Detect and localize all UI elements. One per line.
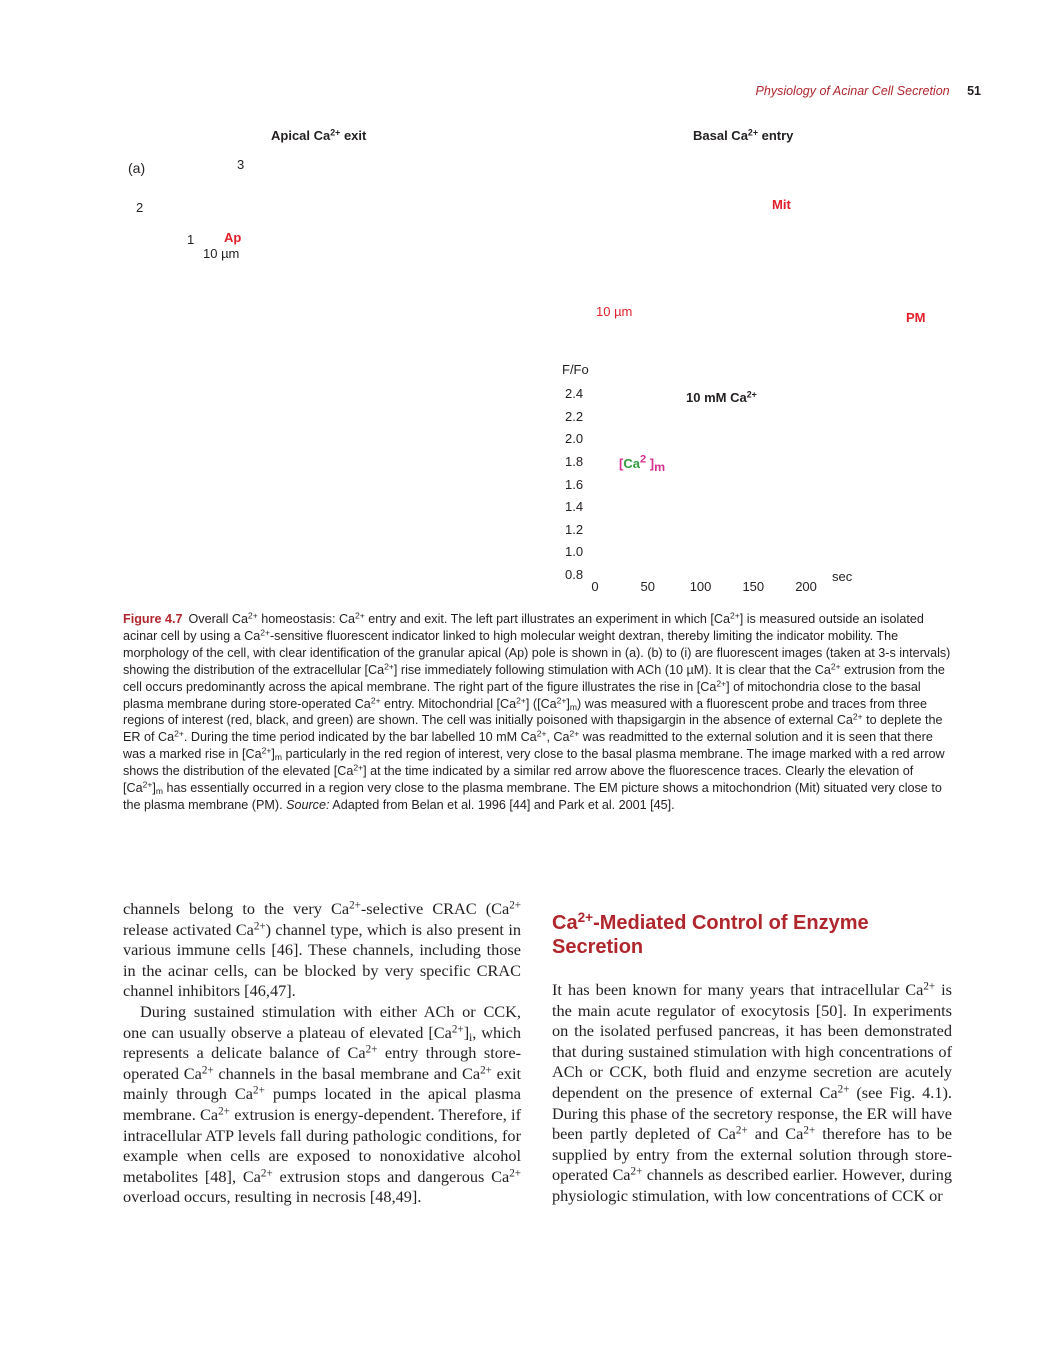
figure-number: Figure 4.7 bbox=[123, 612, 183, 626]
region-label-3: 3 bbox=[237, 157, 245, 172]
chart-y-tick: 2.4 bbox=[565, 386, 584, 401]
chart-y-tick: 1.4 bbox=[565, 499, 584, 515]
plasma-membrane-label: PM bbox=[906, 310, 926, 325]
left-paragraph-1: channels belong to the very $Ca^{2+}$-selective CRAC ($Ca^{2+}$ release activated $Ca^{2+}$) channel type, which is also present in various immune cells [46]. These channels, including those in the acinar cells, can be blocked by very specific CRAC channel inhibitors [46,47]. bbox=[123, 899, 522, 1001]
mitochondrion-label: Mit bbox=[772, 197, 791, 212]
chart-x-axis-label: sec bbox=[832, 569, 853, 584]
right-text-column bbox=[552, 980, 952, 1207]
chart-y-tick: 1.8 bbox=[565, 453, 584, 469]
section-heading: $Ca^{2+}$-Mediated Control of Enzyme Secretion bbox=[552, 910, 869, 958]
chart-y-axis-label: F/Fo bbox=[562, 362, 589, 377]
chart-y-tick: 1.6 bbox=[565, 476, 584, 492]
running-head bbox=[756, 84, 981, 98]
chart-annotation-10mm-ca: 10 mM $Ca^{2+}$ bbox=[686, 389, 757, 405]
region-label-2: 2 bbox=[136, 200, 144, 215]
chart-x-tick: 150 bbox=[742, 579, 765, 594]
caption-text: Overall $Ca^{2+}$ homeostasis: $Ca^{2+}$ entry and exit. The left part illustrates an experiment in which $[Ca^{2+}]$ is measured outside an isolated acinar cell by using a $Ca^{2+}$-sensitive fluorescent indicator linked to high molecular weight dextran, thereby limiting the indicator mobility. The morphology of the cell, with clear identification of the granular apical (Ap) pole is shown in (a). (b) to (i) are fluorescent images (taken at 3-s intervals) showing the distribution of the extracellular $[Ca^{2+}]$ rise immediately following stimulation with ACh (10 µM). It is clear that the $Ca^{2+}$ extrusion from the cell occurs predominantly across the apical membrane. The right part of the figure illustrates the rise in $[Ca^{2+}]$ of mitochondria close to the basal plasma membrane during store-operated $Ca^{2+}$ entry. Mitochondrial $[Ca^{2+}]$ $([Ca^{2+}]_m)$ was measured with a fluorescent probe and traces from three regions of interest (red, black, and green) are shown. The cell was initially poisoned with thapsigargin in the absence of external $Ca^{2+}$ to deplete the ER of $Ca^{2+}$. During the time period indicated by the bar labelled 10 mM $Ca^{2+}$, $Ca^{2+}$ was readmitted to the external solution and it is seen that there was a marked rise in $[Ca^{2+}]_m$ particularly in the red region of interest, very close to the basal plasma membrane. The image marked with a red arrow shows the distribution of the elevated $[Ca^{2+}]$ at the time indicated by a similar red arrow above the fluorescence traces. Clearly the elevation of $[Ca^{2+}]_m$ has essentially occurred in a region very close to the plasma membrane. The EM picture shows a mitochondrion (Mit) situated very close to the plasma membrane (PM). Source: Adapted from Belan et al. 1996 [44] and Park et al. 2001 [45]. bbox=[123, 610, 951, 812]
left-scale-bar-label: 10 µm bbox=[203, 246, 240, 261]
right-panel-title: Basal $Ca^{2+}$ entry bbox=[693, 127, 794, 143]
chart-x-tick: 50 bbox=[640, 579, 656, 594]
region-label-1: 1 bbox=[187, 232, 195, 247]
chart-y-tick: 2.0 bbox=[565, 431, 584, 447]
page-number: 51 bbox=[967, 84, 981, 98]
chart-x-tick: 200 bbox=[795, 579, 817, 594]
left-paragraph-2: During sustained stimulation with either ACh or CCK, one can usually observe a plateau of elevated $[Ca^{2+}]_i$, which represents a delicate balance of $Ca^{2+}$ entry through store-operated $Ca^{2+}$ channels in the basal membrane and $Ca^{2+}$ exit mainly through $Ca^{2+}$ pumps located in the apical plasma membrane. $Ca^{2+}$ extrusion is energy-dependent. Therefore, if intracellular ATP levels fall during pathologic conditions, for example when cells are exposed to nonoxidative alcohol metabolites [48], $Ca^{2+}$ extrusion stops and dangerous $Ca^{2+}$ overload occurs, resulting in necrosis [48,49]. bbox=[123, 1001, 522, 1207]
chart-y-tick: 2.2 bbox=[565, 408, 584, 424]
figure-caption bbox=[123, 611, 955, 814]
left-text-column bbox=[123, 899, 521, 1208]
running-head-title: Physiology of Acinar Cell Secretion bbox=[755, 84, 950, 98]
chart-x-tick: 100 bbox=[689, 579, 712, 594]
chart-y-tick: 1.2 bbox=[565, 521, 584, 537]
panel-letter-a: (a) bbox=[128, 160, 146, 176]
chart-x-tick: 0 bbox=[591, 579, 599, 594]
apical-pole-label: Ap bbox=[224, 230, 242, 245]
right-scale-bar-label: 10 µm bbox=[596, 304, 633, 319]
right-paragraph-1: It has been known for many years that intracellular $Ca^{2+}$ is the main acute regulator of exocytosis [50]. In experiments on the isolated perfused pancreas, it has been demonstrated that during sustained stimulation with high concentrations of ACh or CCK, both fluid and enzyme secretion are acutely dependent on the presence of external $Ca^{2+}$ (see Fig. 4.1). During this phase of the secretory response, the ER will have been partly depleted of $Ca^{2+}$ and $Ca^{2+}$ therefore has to be supplied by entry from the external solution through store-operated $Ca^{2+}$ channels as described earlier. However, during physiologic stimulation, with low concentrations of CCK or bbox=[552, 980, 953, 1205]
chart-y-tick: 0.8 bbox=[565, 567, 584, 582]
chart-y-tick: 1.0 bbox=[565, 544, 584, 560]
left-panel-title: Apical $Ca^{2+}$ exit bbox=[271, 127, 367, 143]
chart-legend-ca-m: [Ca$^2$ ]$_m$ bbox=[619, 453, 666, 475]
